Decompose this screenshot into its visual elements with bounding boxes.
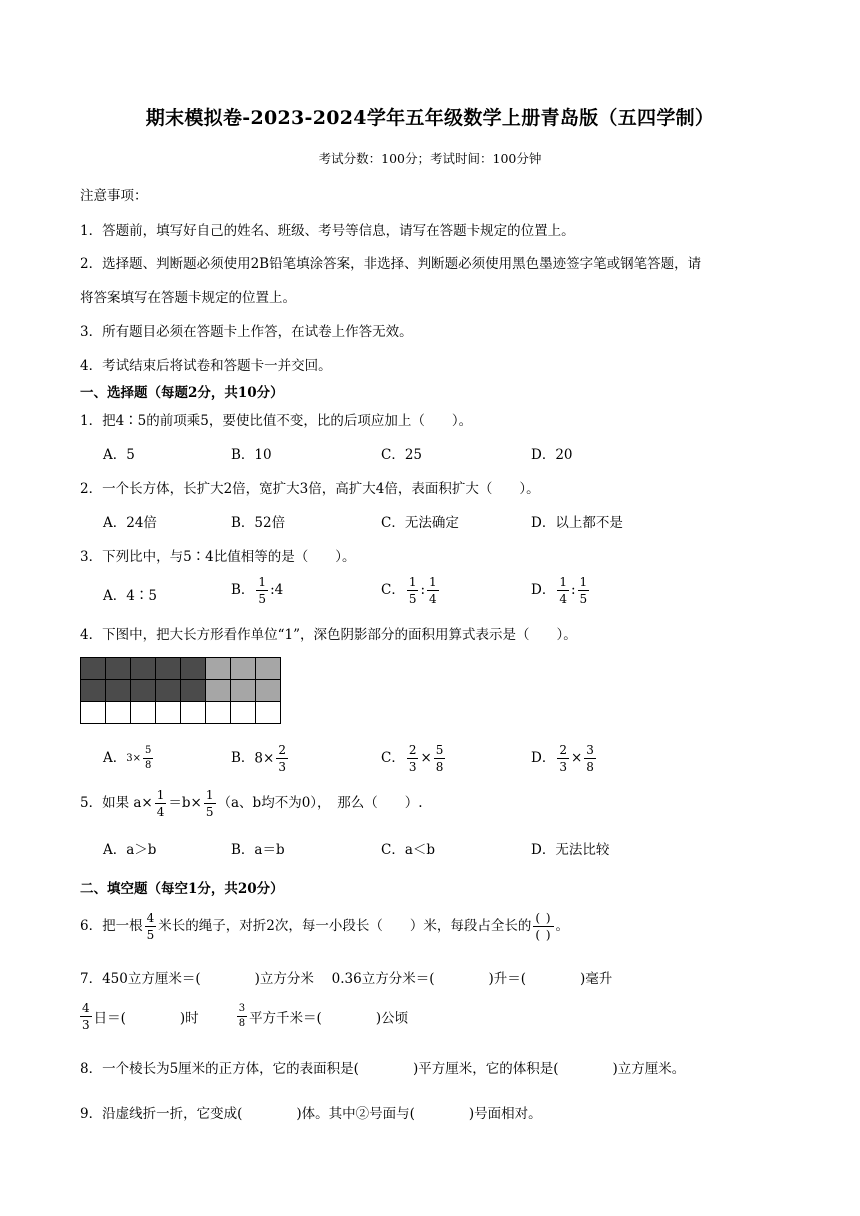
fraction: $\frac{1}{5}$: [205, 788, 214, 819]
grid-cell-white: [131, 702, 156, 724]
q5-option-a: A．a＞b: [103, 842, 157, 858]
q5-text-a: 5．如果 a×: [80, 795, 153, 811]
fraction: $\frac{1}{4}$: [156, 788, 165, 819]
fraction: $\frac{1}{5}$: [579, 575, 588, 606]
q4-a-prefix: 3×: [126, 753, 141, 764]
q6-text-a: 6．把一根: [80, 918, 143, 934]
grid-cell-light: [231, 658, 256, 680]
question-7-line-1: 7．450立方厘米＝( )立方分米 0.36立方分米＝( )升＝( )毫升: [80, 971, 613, 987]
q4-c-label: C．: [381, 750, 405, 766]
grid-cell-white: [81, 702, 106, 724]
question-4: 4．下图中，把大长方形看作单位“1”，深色阴影部分的面积用算式表示是（ ）。: [80, 627, 577, 643]
q2-option-c: C．无法确定: [381, 515, 459, 531]
fraction: $\frac{1}{4}$: [429, 575, 437, 606]
grid-row: [81, 702, 281, 724]
q4-d-label: D．: [531, 750, 556, 766]
notice-item-4: 4．考试结束后将试卷和答题卡一并交回。: [80, 358, 332, 374]
fraction: $\frac{1}{5}$: [258, 575, 267, 606]
fraction: $\frac{3}{8}$: [586, 743, 594, 774]
ratio-sign: :: [420, 582, 426, 598]
q5-text-b: ＝b×: [168, 795, 202, 811]
grid-cell-dark: [181, 680, 206, 702]
notice-item-3: 3．所有题目必须在答题卡上作答，在试卷上作答无效。: [80, 324, 413, 340]
grid-cell-dark: [81, 680, 106, 702]
fraction: $\frac{1}{4}$: [559, 575, 567, 606]
q2-option-b: B．52倍: [231, 515, 286, 531]
q4-option-c: [381, 744, 447, 773]
notice-item-2-cont: 将答案填写在答题卡规定的位置上。: [80, 290, 296, 306]
times-sign: ×: [420, 750, 432, 766]
grid-cell-dark: [156, 680, 181, 702]
exam-info: 考试分数：100分；考试时间：100分钟: [318, 151, 542, 166]
grid-cell-white: [106, 702, 131, 724]
q1-option-c: C．25: [381, 447, 423, 463]
fraction: $\frac{5}{8}$: [145, 745, 152, 771]
grid-cell-dark: [106, 658, 131, 680]
fraction: $\frac{3}{8}$: [238, 1003, 246, 1029]
grid-cell-white: [156, 702, 181, 724]
notice-heading: 注意事项：: [80, 188, 148, 204]
q5-text-c: （a、b均不为0）， 那么（ ）.: [217, 795, 423, 811]
q4-option-d: [531, 744, 598, 773]
fraction: $\frac{1}{5}$: [408, 575, 417, 606]
grid-cell-dark: [181, 658, 206, 680]
q1-option-a: A．5: [103, 447, 135, 463]
q3-d-label: D．: [531, 582, 556, 598]
grid-cell-dark: [81, 658, 106, 680]
q5-option-d: D．无法比较: [531, 842, 610, 858]
q3-option-b: [231, 576, 283, 605]
q4-a-label: A．: [103, 750, 127, 766]
q3-option-a: A．4∶5: [103, 588, 157, 604]
grid-cell-light: [256, 658, 281, 680]
q2-option-a: A．24倍: [103, 515, 157, 531]
q4-b-label: B．: [231, 750, 255, 766]
question-7-line-2: [80, 1002, 408, 1031]
q3-c-label: C．: [381, 582, 405, 598]
grid-cell-white: [256, 702, 281, 724]
question-6: [80, 912, 569, 941]
fraction: $\frac{2}{3}$: [559, 743, 567, 774]
q3-b-tail: :4: [270, 582, 284, 598]
grid-cell-dark: [106, 680, 131, 702]
blank-fraction: $\frac{( )}{( )}$: [535, 911, 552, 942]
grid-cell-light: [206, 658, 231, 680]
notice-item-1: 1．答题前，填写好自己的姓名、班级、考号等信息，请写在答题卡规定的位置上。: [80, 223, 575, 239]
grid-cell-light: [206, 680, 231, 702]
grid-cell-dark: [156, 658, 181, 680]
q7-text-day: 日＝( )时: [93, 1010, 199, 1027]
grid-cell-light: [231, 680, 256, 702]
q3-option-d: [531, 576, 591, 605]
q5-option-c: C．a＜b: [381, 842, 436, 858]
fraction: $\frac{2}{3}$: [278, 743, 286, 774]
q7-text-area: 平方千米＝( )公顷: [249, 1010, 409, 1027]
q1-option-b: B．10: [231, 447, 272, 463]
grid-row: [81, 680, 281, 702]
question-3: 3．下列比中，与5∶4比值相等的是（ ）。: [80, 549, 356, 565]
ratio-sign: :: [570, 582, 576, 598]
question-9: 9．沿虚线折一折，它变成( )体。其中②号面与( )号面相对。: [80, 1106, 542, 1122]
q5-option-b: B．a＝b: [231, 842, 285, 858]
fraction: $\frac{5}{8}$: [435, 743, 444, 774]
q4-option-a: [103, 746, 155, 771]
q3-option-c: [381, 576, 441, 605]
q2-option-d: D．以上都不是: [531, 515, 623, 531]
fraction: $\frac{2}{3}$: [408, 743, 417, 774]
notice-item-2: 2．选择题、判断题必须使用2B铅笔填涂答案，非选择、判断题必须使用黑色墨迹签字笔或钢笔答题，请: [80, 256, 702, 272]
shaded-rectangle-grid: [80, 657, 281, 724]
section-1-heading: 一、选择题（每题2分，共10分）: [80, 385, 284, 401]
question-5: [80, 789, 423, 818]
grid-row: [81, 658, 281, 680]
question-1: 1．把4∶5的前项乘5，要使比值不变，比的后项应加上（ ）。: [80, 413, 473, 429]
fraction: $\frac{4}{3}$: [82, 1001, 90, 1032]
q4-option-b: [231, 744, 290, 773]
fraction: $\frac{4}{5}$: [146, 911, 155, 942]
grid-cell-dark: [131, 658, 156, 680]
q6-end: 。: [555, 918, 570, 934]
q6-text-b: 米长的绳子，对折2次，每一小段长（ ）米，每段占全长的: [158, 918, 532, 934]
page-title: 期末模拟卷-2023-2024学年五年级数学上册青岛版（五四学制）: [145, 107, 715, 129]
q4-b-prefix: 8×: [254, 750, 275, 767]
grid-cell-white: [231, 702, 256, 724]
question-8: 8．一个棱长为5厘米的正方体，它的表面积是( )平方厘米，它的体积是( )立方厘米。: [80, 1061, 686, 1077]
grid-cell-white: [206, 702, 231, 724]
section-2-heading: 二、填空题（每空1分，共20分）: [80, 881, 284, 897]
grid-cell-dark: [131, 680, 156, 702]
q1-option-d: D．20: [531, 447, 573, 463]
grid-cell-light: [256, 680, 281, 702]
times-sign: ×: [570, 750, 583, 766]
grid-cell-white: [181, 702, 206, 724]
q3-b-label: B．: [231, 582, 255, 598]
question-2: 2．一个长方体，长扩大2倍，宽扩大3倍，高扩大4倍，表面积扩大（ ）。: [80, 481, 540, 497]
